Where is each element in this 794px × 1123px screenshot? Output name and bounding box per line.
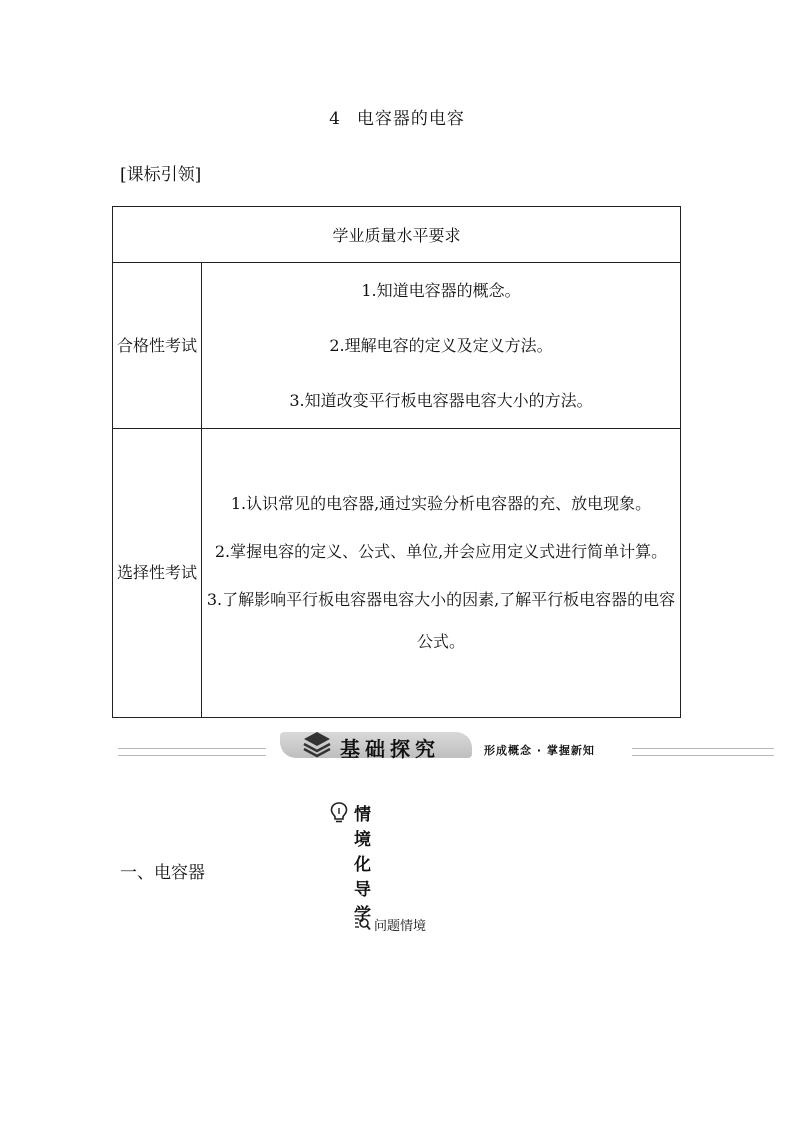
lightbulb-icon: [330, 802, 348, 824]
banner-subtitle: 形成概念 · 掌握新知: [484, 744, 595, 757]
table-row: [113, 263, 681, 429]
banner-pill: [280, 732, 472, 761]
layers-icon: [302, 730, 332, 758]
section-label-guide: [课标引领]: [120, 165, 202, 185]
page-title: [0, 104, 794, 129]
subsection-heading: 一、电容器: [120, 863, 205, 883]
banner-title: 基础探究: [340, 737, 440, 761]
section-banner: [118, 728, 774, 764]
row-label: 选择性考试: [113, 429, 202, 718]
divider: [632, 748, 774, 756]
section-title: 情境化导学: [354, 805, 372, 925]
magnifier-icon: [354, 917, 372, 931]
table-row: [113, 429, 681, 718]
list-item: 2.理解电容的定义及定义方法。: [329, 336, 553, 355]
row-content: [202, 429, 681, 718]
problem-label: 问题情境: [374, 919, 427, 934]
list-item: 2.掌握电容的定义、公式、单位,并会应用定义式进行简单计算。: [214, 542, 668, 561]
divider: [118, 748, 266, 756]
row-label: 合格性考试: [113, 263, 202, 429]
heading-underline: [352, 818, 492, 827]
title-text: 电容器的电容: [356, 109, 465, 129]
list-item: 3.知道改变平行板电容器电容大小的方法。: [289, 391, 593, 410]
row-content: [202, 263, 681, 429]
list-item: 3.了解影响平行板电容器电容大小的因素,了解平行板电容器的电容公式。: [206, 590, 676, 651]
list-item: 1.认识常见的电容器,通过实验分析电容器的充、放电现象。: [230, 494, 652, 513]
table-header: 学业质量水平要求: [113, 207, 681, 263]
requirements-table: [112, 206, 681, 718]
title-number: 4: [329, 109, 341, 129]
list-item: 1.知道电容器的概念。: [361, 281, 521, 300]
